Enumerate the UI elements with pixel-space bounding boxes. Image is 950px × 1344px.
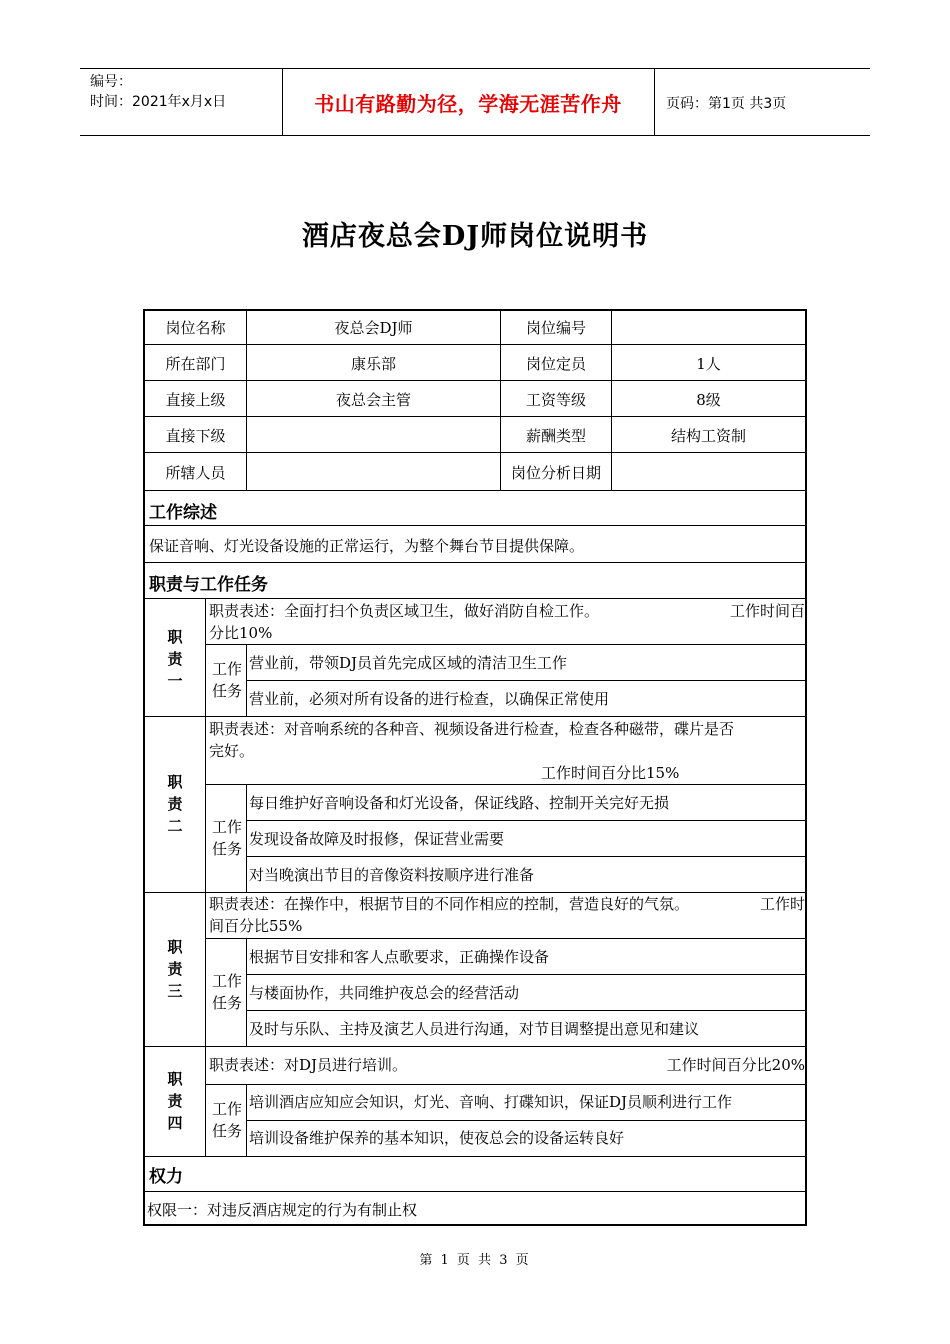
department-value: 康乐部	[350, 355, 396, 373]
duty-4-label: 职 责 四	[167, 1070, 183, 1132]
document-number-label: 编号：	[90, 74, 132, 90]
salary-grade-value: 8级	[696, 391, 721, 409]
duty-1-label: 职 责 一	[167, 628, 183, 690]
duty-2-task-1: 每日维护好音响设备和灯光设备，保证线路、控制开关完好无损	[249, 794, 670, 812]
duty-3-description: 职责表述：在操作中，根据节目的不同作相应的控制，营造良好的气氛。 工作时 间百分比55%	[209, 895, 805, 935]
headcount-value: 1人	[696, 355, 721, 373]
duty-4-work-task-label: 工作 任务	[211, 1100, 242, 1140]
duty-3-task-1: 根据节目安排和客人点歌要求，正确操作设备	[249, 948, 550, 966]
position-code-label: 岗位编号	[525, 319, 586, 337]
duty-1-task-1: 营业前，带领DJ员首先完成区域的清洁卫生工作	[249, 654, 568, 672]
duty-2-description: 职责表述：对音响系统的各种音、视频设备进行检查，检查各种磁带，碟片是否 完好。 工作时间百分比15%	[209, 720, 735, 782]
department-label: 所在部门	[165, 355, 226, 373]
duty-4-task-1: 培训酒店应知应会知识，灯光、音响、打碟知识，保证DJ员顺利进行工作	[249, 1093, 733, 1111]
header-divider	[654, 69, 655, 135]
position-name-value: 夜总会DJ师	[334, 319, 413, 337]
duty-2-work-task-label: 工作 任务	[211, 818, 242, 858]
supervisor-value: 夜总会主管	[335, 391, 411, 409]
duty-2-task-2: 发现设备故障及时报修，保证营业需要	[249, 830, 505, 848]
position-name-label: 岗位名称	[165, 319, 226, 337]
duty-1-description: 职责表述：全面打扫个负责区域卫生，做好消防自检工作。 工作时间百 分比10%	[209, 602, 805, 642]
header-motto: 书山有路勤为径，学海无涯苦作舟	[314, 91, 622, 116]
authority-item-1: 权限一：对违反酒店规定的行为有制止权	[147, 1201, 418, 1219]
summary-heading: 工作综述	[149, 503, 217, 523]
duty-4-task-2: 培训设备维护保养的基本知识，使夜总会的设备运转良好	[249, 1129, 625, 1147]
duties-heading: 职责与工作任务	[149, 575, 268, 595]
document-title: 酒店夜总会DJ师岗位说明书	[301, 221, 649, 252]
header-meta	[90, 72, 226, 112]
page-header	[80, 68, 870, 136]
duty-1-work-task-label: 工作 任务	[211, 660, 242, 700]
document-time: 时间：2021年x月x日	[90, 94, 227, 110]
duty-3-task-2: 与楼面协作，共同维护夜总会的经营活动	[249, 984, 520, 1002]
duty-3-task-3: 及时与乐队、主持及演艺人员进行沟通，对节目调整提出意见和建议	[249, 1020, 700, 1038]
supervisor-label: 直接上级	[165, 391, 226, 409]
duty-2-label: 职 责 二	[167, 773, 183, 835]
summary-text: 保证音响、灯光设备设施的正常运行，为整个舞台节目提供保障。	[149, 537, 585, 555]
headcount-label: 岗位定员	[525, 355, 586, 373]
duty-3-label: 职 责 三	[167, 938, 183, 1000]
salary-grade-label: 工资等级	[525, 391, 586, 409]
duty-1-task-2: 营业前，必须对所有设备的进行检查，以确保正常使用	[249, 690, 610, 708]
pay-type-label: 薪酬类型	[525, 427, 586, 445]
page-footer: 第 1 页 共 3 页	[419, 1253, 531, 1268]
staff-label: 所辖人员	[165, 464, 226, 482]
job-description-table	[143, 309, 807, 1226]
duty-4-description: 职责表述：对DJ员进行培训。 工作时间百分比20%	[209, 1056, 805, 1074]
duty-3-work-task-label: 工作 任务	[211, 972, 242, 1012]
duty-2-task-3: 对当晚演出节目的音像资料按顺序进行准备	[249, 866, 535, 884]
subordinate-label: 直接下级	[165, 427, 226, 445]
authority-heading: 权力	[149, 1167, 183, 1187]
pay-type-value: 结构工资制	[670, 427, 746, 445]
header-page-info: 页码：第1页 共3页	[666, 96, 787, 112]
analysis-date-label: 岗位分析日期	[510, 464, 601, 482]
